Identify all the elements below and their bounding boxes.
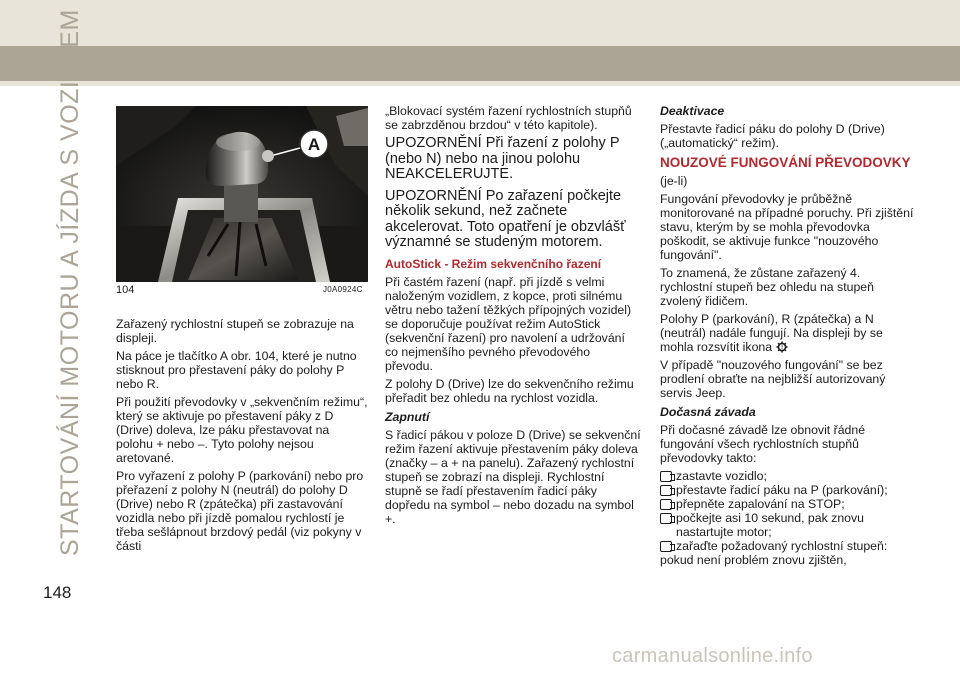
subsection-heading: Deaktivace xyxy=(660,104,725,118)
paragraph: „Blokovací systém řazení rychlostních stupňů se zabrzděnou brzdou“ v této kapitole). xyxy=(385,104,632,132)
column-left xyxy=(116,317,368,557)
subsection-heading: Zapnutí xyxy=(385,409,430,424)
step-box-icon xyxy=(660,499,672,510)
section-heading: NOUZOVÉ FUNGOVÁNÍ PŘEVODOVKY xyxy=(660,155,911,170)
paragraph-text: Polohy P (parkování), R (zpátečka) a N (neutrál) nadále fungují. Na displeji by se mohla rozsvítit ikona xyxy=(660,312,883,354)
paragraph: To znamená, že zůstane zařazený 4. rychlostní stupeň bez ohledu na stupeň zvolený řidičem. xyxy=(660,266,874,308)
step-box-icon xyxy=(660,513,672,524)
paragraph: Z polohy D (Drive) lze do sekvenčního režimu přeřadit bez ohledu na rychlost vozidla. xyxy=(385,376,634,405)
watermark: carmanualsonline.info xyxy=(612,645,813,667)
paragraph-with-icon xyxy=(660,312,916,354)
list-item-text: zařaďte požadovaný rychlostní stupeň: xyxy=(676,539,888,553)
step-box-icon xyxy=(660,471,672,482)
step-box-icon xyxy=(660,485,672,496)
svg-text:!: ! xyxy=(780,345,783,351)
paragraph: V případě "nouzového fungování" se bez prodlení obraťte na nejbližší autorizovaný servis Jeep. xyxy=(660,358,886,400)
list-item xyxy=(660,539,916,553)
paragraph: Při dočasné závadě lze obnovit řádné fungování všech rychlostních stupňů převodovky takto: xyxy=(660,423,866,465)
warning-note: UPOZORNĚNÍ Při řazení z polohy P (nebo N) nebo na jinou polohu NEAKCELERUJTE. xyxy=(385,135,620,182)
list-item xyxy=(660,511,916,539)
column-middle xyxy=(385,104,641,530)
paragraph: Přestavte řadicí páku do polohy D (Drive) („automatický“ režim). xyxy=(660,122,885,150)
transmission-warning-icon xyxy=(776,341,788,353)
step-box-icon xyxy=(660,541,672,552)
paragraph: Na páce je tlačítko A obr. 104, které je nutno stisknout pro přestavení páky do polohy P nebo R. xyxy=(116,349,357,391)
chapter-side-title: STARTOVÁNÍ MOTORU A JÍZDA S VOZIDLEM xyxy=(56,9,84,556)
list-item xyxy=(660,483,916,497)
header-band-dark xyxy=(0,46,960,81)
list-item-text: počkejte asi 10 sekund, pak znovu nastartujte motor; xyxy=(676,511,864,539)
paragraph: Při častém řazení (např. při jízdě s velmi naloženým vozidlem, z kopce, proti silnému větru nebo tažení těžkých přípojných vozidel) se doporučuje používat režim AutoStick (sekvenční řazení) pro navolení a udržování co nejmenšího pevného převodového převodu. xyxy=(385,274,632,373)
column-right xyxy=(660,104,916,571)
paragraph: S řadicí pákou v poloze D (Drive) se sekvenční režim řazení aktivuje přestavením páky doleva (značky – a + na panelu). Zařazený rychlostní stupeň se zobrazí na displeji. Rychlostní stupně se řadí přestavením řadicí páky dopředu na symbol – nebo dozadu na symbol +. xyxy=(385,427,641,526)
list-item xyxy=(660,469,916,483)
paragraph: Fungování převodovky je průběžně monitorované na případné poruchy. Při zjištění stavu, kterým by se mohla převodovka poškodit, se aktivuje funkce "nouzového fungování". xyxy=(660,192,914,262)
list-item-text: přepněte zapalování na STOP; xyxy=(676,497,845,511)
gear-lever-photo xyxy=(116,106,368,282)
paragraph: (je-li) xyxy=(660,174,688,188)
section-heading: AutoStick - Režim sekvenčního řazení xyxy=(385,256,602,271)
header-band-thin xyxy=(0,81,960,86)
subsection-heading: Dočasná závada xyxy=(660,405,756,419)
list-item xyxy=(660,497,916,511)
page-number: 148 xyxy=(43,583,72,602)
paragraph: Zařazený rychlostní stupeň se zobrazuje na displeji. xyxy=(116,317,354,345)
figure-gear-lever xyxy=(116,106,368,282)
paragraph: pokud není problém znovu zjištěn, xyxy=(660,553,847,567)
figure-number: 104 xyxy=(116,284,135,296)
paragraph: Pro vyřazení z polohy P (parkování) nebo pro přeřazení z polohy N (neutrál) do polohy D (Drive) nebo R (zpátečka) při zastavování vozidla nebo při jízdě pomalou rychlostí je třeba sešlápnout brzdový pedál (viz pokyny v části xyxy=(116,469,364,553)
list-item-text: zastavte vozidlo; xyxy=(676,469,767,483)
paragraph: Při použití převodovky v „sekvenčním režimu“, který se aktivuje po přestavení páky z D (Drive) doleva, lze páku přestavovat na polohu + nebo –. Tyto polohy nejsou aretované. xyxy=(116,395,368,465)
header-band-light xyxy=(0,0,960,46)
figure-callout: A xyxy=(307,135,321,154)
figure-code: J0A0924C xyxy=(323,285,363,294)
list-item-text: přestavte řadicí páku na P (parkování); xyxy=(676,483,888,497)
warning-note: UPOZORNĚNÍ Po zařazení počkejte několik sekund, než začnete akcelerovat. Toto opatření je obzvlášť významné se studeným motorem. xyxy=(385,187,626,250)
